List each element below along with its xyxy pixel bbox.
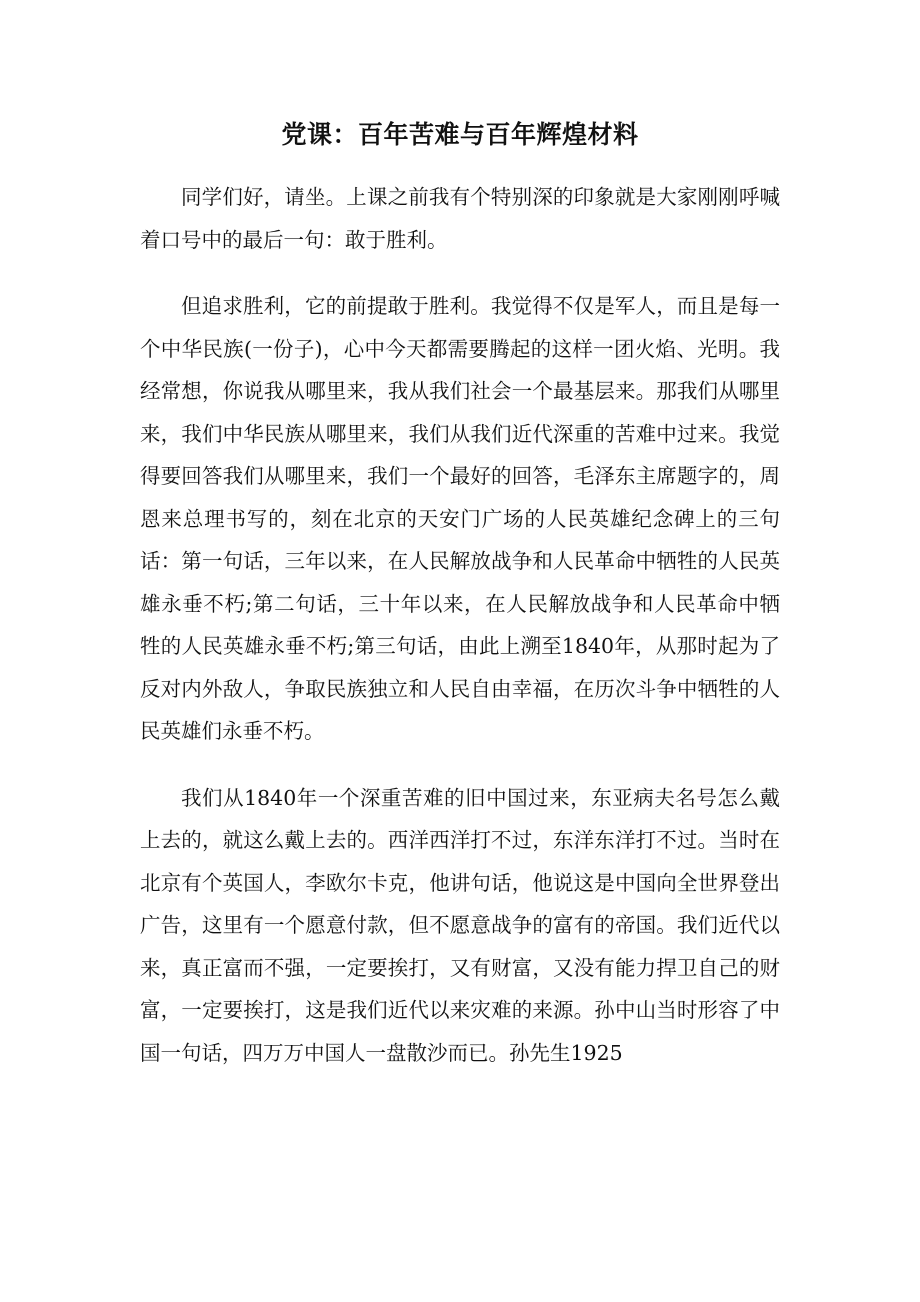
document-body	[140, 176, 780, 1098]
paragraph-2: 但追求胜利，它的前提敢于胜利。我觉得不仅是军人，而且是每一个中华民族(一份子)，心中今天都需要腾起的这样一团火焰、光明。我经常想，你说我从哪里来，我从我们社会一个最基层来。那我们从哪里来，我们中华民族从哪里来，我们从我们近代深重的苦难中过来。我觉得要回答我们从哪里来，我们一个最好的回答，毛泽东主席题字的，周恩来总理书写的，刻在北京的天安门广场的人民英雄纪念碑上的三句话：第一句话，三年以来，在人民解放战争和人民革命中牺牲的人民英雄永垂不朽;第二句话，三十年以来，在人民解放战争和人民革命中牺牲的人民英雄永垂不朽;第三句话，由此上溯至1840年，从那时起为了反对内外敌人，争取民族独立和人民自由幸福，在历次斗争中牺牲的人民英雄们永垂不朽。	[140, 294, 780, 743]
paragraph-1: 同学们好，请坐。上课之前我有个特别深的印象就是大家刚刚呼喊着口号中的最后一句：敢于胜利。	[140, 185, 780, 252]
document-title: 党课：百年苦难与百年辉煌材料	[281, 120, 639, 149]
paragraph-3: 我们从1840年一个深重苦难的旧中国过来，东亚病夫名号怎么戴上去的，就这么戴上去的。西洋西洋打不过，东洋东洋打不过。当时在北京有个英国人，李欧尔卡克，他讲句话，他说这是中国向全世界登出广告，这里有一个愿意付款，但不愿意战争的富有的帝国。我们近代以来，真正富而不强，一定要挨打，又有财富，又没有能力捍卫自己的财富，一定要挨打，这是我们近代以来灾难的来源。孙中山当时形容了中国一句话，四万万中国人一盘散沙而已。孙先生1925	[140, 785, 780, 1065]
